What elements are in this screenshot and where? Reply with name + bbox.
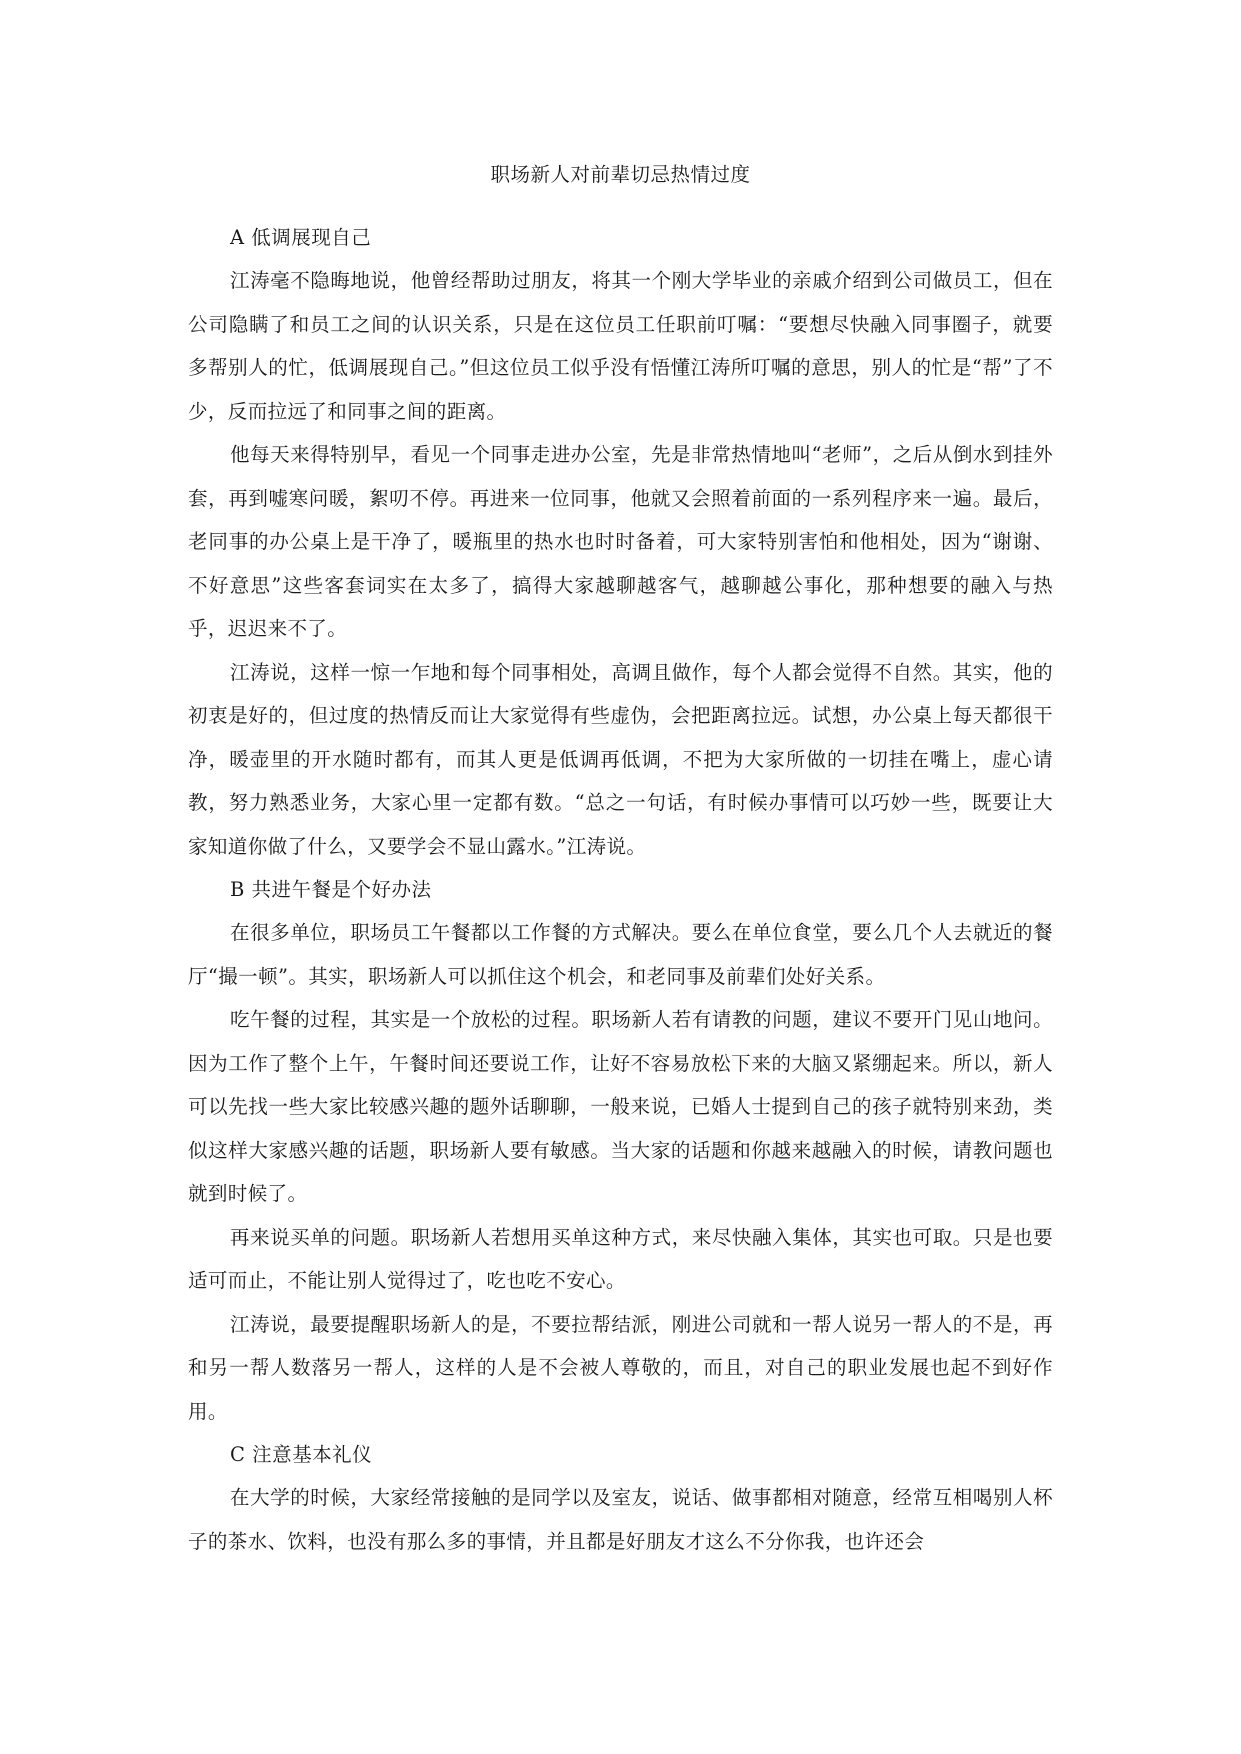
paragraph: 江涛毫不隐晦地说，他曾经帮助过朋友，将其一个刚大学毕业的亲戚介绍到公司做员工，但在公司隐瞒了和员工之间的认识关系，只是在这位员工任职前叮嘱：“要想尽快融入同事圈子，就要多帮别人的忙，低调展现自己。”但这位员工似乎没有悟懂江涛所叮嘱的意思，别人的忙是“帮”了不少，反而拉远了和同事之间的距离。 bbox=[188, 269, 1053, 423]
document-page bbox=[188, 160, 1053, 1563]
document-title: 职场新人对前辈切忌热情过度 bbox=[490, 163, 751, 186]
paragraph: 他每天来得特别早，看见一个同事走进办公室，先是非常热情地叫“老师”，之后从倒水到挂外套，再到嘘寒问暖，絮叨不停。再进来一位同事，他就又会照着前面的一系列程序来一遍。最后，老同事的办公桌上是干净了，暖瓶里的热水也时时备着，可大家特别害怕和他相处，因为“谢谢、不好意思”这些客套词实在太多了，搞得大家越聊越客气，越聊越公事化，那种想要的融入与热乎，迟迟来不了。 bbox=[188, 443, 1053, 640]
paragraph: 吃午餐的过程，其实是一个放松的过程。职场新人若有请教的问题，建议不要开门见山地问。因为工作了整个上午，午餐时间还要说工作，让好不容易放松下来的大脑又紧绷起来。所以，新人可以先找一些大家比较感兴趣的题外话聊聊，一般来说，已婚人士提到自己的孩子就特别来劲，类似这样大家感兴趣的话题，职场新人要有敏感。当大家的话题和你越来越融入的时候，请教问题也就到时候了。 bbox=[188, 1008, 1053, 1205]
paragraph: 在大学的时候，大家经常接触的是同学以及室友，说话、做事都相对随意，经常互相喝别人杯子的茶水、饮料，也没有那么多的事情，并且都是好朋友才这么不分你我，也许还会 bbox=[188, 1486, 1053, 1553]
paragraph: 江涛说，这样一惊一乍地和每个同事相处，高调且做作，每个人都会觉得不自然。其实，他的初衷是好的，但过度的热情反而让大家觉得有些虚伪，会把距离拉远。试想，办公桌上每天都很干净，暖壶里的开水随时都有，而其人更是低调再低调，不把为大家所做的一切挂在嘴上，虚心请教，努力熟悉业务，大家心里一定都有数。“总之一句话，有时候办事情可以巧妙一些，既要让大家知道你做了什么，又要学会不显山露水。”江涛说。 bbox=[188, 660, 1053, 858]
section-heading-a: A 低调展现自己 bbox=[230, 226, 372, 249]
paragraph: 江涛说，最要提醒职场新人的是，不要拉帮结派，刚进公司就和一帮人说另一帮人的不是，再和另一帮人数落另一帮人，这样的人是不会被人尊敬的，而且，对自己的职业发展也起不到好作用。 bbox=[188, 1312, 1053, 1423]
section-heading-c: C 注意基本礼仪 bbox=[230, 1443, 373, 1466]
section-heading-b: B 共进午餐是个好办法 bbox=[230, 878, 432, 901]
paragraph: 再来说买单的问题。职场新人若想用买单这种方式，来尽快融入集体，其实也可取。只是也要适可而止，不能让别人觉得过了，吃也吃不安心。 bbox=[188, 1225, 1053, 1292]
paragraph: 在很多单位，职场员工午餐都以工作餐的方式解决。要么在单位食堂，要么几个人去就近的餐厅“撮一顿”。其实，职场新人可以抓住这个机会，和老同事及前辈们处好关系。 bbox=[188, 921, 1053, 988]
